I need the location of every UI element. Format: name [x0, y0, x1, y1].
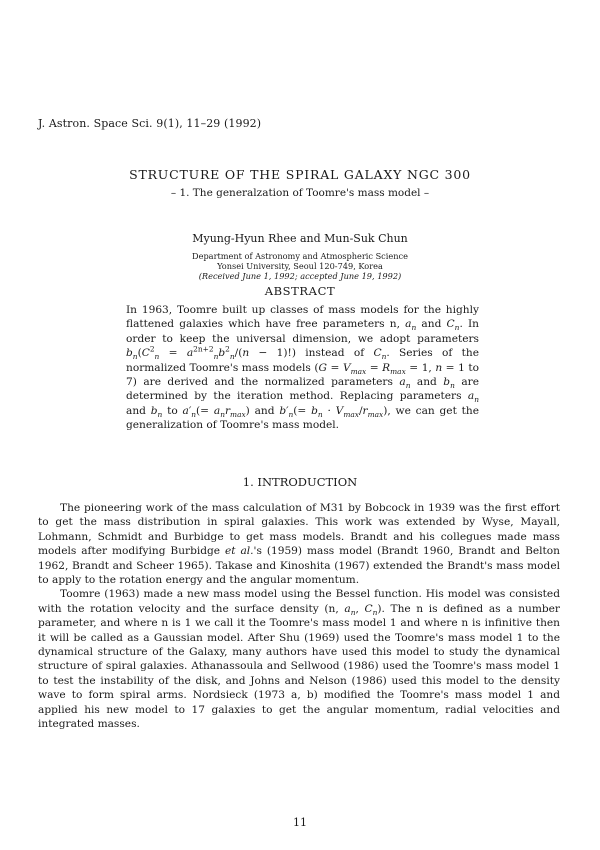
authors: Myung-Hyun Rhee and Mun-Suk Chun: [192, 232, 408, 245]
paper-title: STRUCTURE OF THE SPIRAL GALAXY NGC 300: [129, 167, 471, 182]
introduction-body: [38, 501, 560, 732]
received-dates: (Received June 1, 1992; accepted June 19, 1992): [198, 271, 402, 282]
paper-subtitle: – 1. The generalzation of Toomre's mass model –: [170, 187, 430, 199]
intro-paragraph-1: The pioneering work of the mass calculation of M31 by Bobcock in 1939 was the first effort to get the mass distribution in spiral galaxies. This work was extended by Wyse, Mayall, Lohmann, Schmidt and Burbidge to get mass models. Brandt and his collegues made mass models after modifying Burbidge et al.'s (1959) mass model (Brandt 1960, Brandt and Belton 1962, Brandt and Scheer 1965). Takase and Kinoshita (1967) extended the Brandt's mass model to apply to the rotation energy and the angular momentum.: [38, 502, 560, 587]
affiliation: [0, 251, 600, 282]
abstract-text: In 1963, Toomre built up classes of mass models for the highly flattened galaxies which have free parameters n, $a_n$ and $C_n$. In order to keep the universal dimension, we adopt parameters $b_n(C^2_n = a^{2n+2}_nb^2_n/(n - 1)!)$ instead of $C_n$. Series of the normalized Toomre's mass models ($G = V_{max} = R_{max} = 1$, n = 1 to 7) are derived and the normalized parameters $a_n$ and $b_n$ are determined by the iteration method. Replacing parameters $a_n$ and $b_n$ to $a'_n(= a_nr_{max})$ and $b'_n(= b_n \cdot V_{max}/r_{max})$, we can get the generalization of Toomre's mass model.: [126, 304, 479, 432]
affiliation-univ: Yonsei University, Seoul 120-749, Korea: [217, 261, 383, 272]
journal-reference: J. Astron. Space Sci. 9(1), 11–29 (1992): [38, 117, 262, 130]
section-heading-introduction: 1. INTRODUCTION: [242, 475, 358, 489]
intro-paragraph-2: Toomre (1963) made a new mass model using the Bessel function. His model was consisted with the rotation velocity and the surface density (n, $a_n$, $C_n$). The n is defined as a number parameter, and where n is 1 we call it the Toomre's mass model 1 and where n is infinitive then it will be called as a Gaussian model. After Shu (1969) used the Toomre's mass model 1 to the dynamical structure of the Galaxy, many authors have used this model to study the dynamical structure of spiral galaxies. Athanassoula and Sellwood (1986) used the Toomre's mass model 1 to test the instability of the disk, and Johns and Nelson (1986) used this model to the density wave to form spiral arms. Nordsieck (1973 a, b) modified the Toomre's mass model 1 and applied his new model to 17 galaxies to get the angular momentum, radial velocities and integrated masses.: [38, 588, 560, 731]
abstract-heading: ABSTRACT: [264, 284, 336, 298]
affiliation-dept: Department of Astronomy and Atmospheric Science: [192, 251, 408, 261]
page-number: 11: [293, 816, 307, 829]
